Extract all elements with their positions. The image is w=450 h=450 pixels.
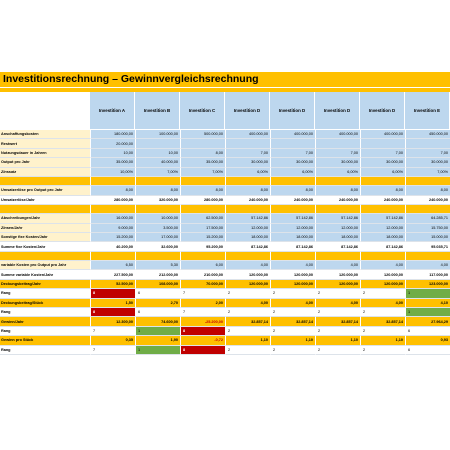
rank-cell[interactable]: 8	[90, 289, 135, 298]
value-cell[interactable]: 8,00	[180, 186, 225, 195]
value-cell[interactable]: 12.300,00	[90, 317, 135, 327]
value-cell[interactable]	[135, 252, 180, 261]
value-cell[interactable]: 120.000,00	[315, 280, 360, 290]
value-cell[interactable]: -25.200,00	[180, 317, 225, 327]
value-cell[interactable]	[180, 139, 225, 148]
value-cell[interactable]: 500.000,00	[180, 130, 225, 139]
value-cell[interactable]: 12.000,00	[270, 224, 315, 233]
rank-cell[interactable]: 2	[270, 308, 315, 317]
value-cell[interactable]	[360, 205, 405, 214]
table-row	[0, 242, 450, 251]
value-cell[interactable]: 15.750,00	[405, 224, 450, 233]
value-cell[interactable]: 120.000,00	[360, 270, 405, 279]
value-cell[interactable]: 7,00	[360, 149, 405, 158]
rank-cell[interactable]: 8	[90, 308, 135, 317]
row-label[interactable]: Deckungsbeitrag/Jahr	[0, 280, 90, 290]
column-header[interactable]: Investition D	[270, 92, 315, 129]
value-cell[interactable]: 57.142,86	[270, 214, 315, 223]
value-cell[interactable]: 1,10	[315, 336, 360, 346]
value-cell[interactable]: 17.000,00	[135, 233, 180, 242]
rank-cell[interactable]: 6	[405, 346, 450, 355]
value-cell[interactable]: 240.000,00	[315, 196, 360, 205]
rank-cell[interactable]: 7	[90, 327, 135, 336]
value-cell[interactable]: 400.000,00	[360, 130, 405, 139]
rank-cell[interactable]: 2	[225, 289, 270, 298]
value-cell[interactable]	[405, 252, 450, 261]
value-cell[interactable]: 12.000,00	[225, 224, 270, 233]
rank-row	[0, 346, 450, 355]
row-label[interactable]: Zinsen/Jahr	[0, 224, 90, 233]
value-cell[interactable]: 10,00	[90, 149, 135, 158]
row-label[interactable]: variable Kosten pro Output pro Jahr	[0, 261, 90, 270]
separator-band	[0, 177, 450, 186]
value-cell[interactable]: 7,00	[405, 149, 450, 158]
column-header-row	[0, 92, 450, 129]
value-cell[interactable]: 1,50	[90, 299, 135, 309]
table-row	[0, 186, 450, 195]
value-cell[interactable]: 12.000,00	[315, 224, 360, 233]
column-header[interactable]: Investition A	[90, 92, 135, 129]
value-cell[interactable]: 18.000,00	[315, 233, 360, 242]
rank-cell[interactable]: 8	[180, 346, 225, 355]
value-cell[interactable]: 16.000,00	[90, 214, 135, 223]
value-cell[interactable]: 4,00	[315, 261, 360, 270]
rank-cell[interactable]: 2	[360, 308, 405, 317]
value-cell[interactable]: 57.142,86	[225, 214, 270, 223]
table-row	[0, 336, 450, 346]
value-cell[interactable]: 1,10	[360, 336, 405, 346]
value-cell[interactable]: 4,00	[270, 261, 315, 270]
row-label[interactable]	[0, 205, 90, 214]
value-cell[interactable]: 7,00%	[405, 168, 450, 177]
rank-cell[interactable]: 2	[315, 308, 360, 317]
value-cell[interactable]: 180.000,00	[90, 130, 135, 139]
value-cell[interactable]: 7,00	[225, 149, 270, 158]
value-cell[interactable]: 280.000,00	[180, 196, 225, 205]
value-cell[interactable]: 227.500,00	[90, 270, 135, 279]
separator-band	[0, 252, 450, 261]
column-header[interactable]: Investition B	[135, 92, 180, 129]
row-label[interactable]: Rang	[0, 346, 90, 355]
value-cell[interactable]: 1,10	[270, 336, 315, 346]
table-row	[0, 233, 450, 242]
value-cell[interactable]: 4,00	[270, 299, 315, 309]
value-cell[interactable]: 4,00	[405, 261, 450, 270]
rank-row	[0, 308, 450, 317]
value-cell[interactable]: 4,00	[360, 299, 405, 309]
value-cell[interactable]: 2,00	[180, 299, 225, 309]
table-row	[0, 158, 450, 167]
value-cell[interactable]	[270, 205, 315, 214]
rank-cell[interactable]: 2	[225, 327, 270, 336]
rank-cell[interactable]: 2	[360, 289, 405, 298]
value-cell[interactable]: 280.000,00	[90, 196, 135, 205]
rank-cell[interactable]: 6	[405, 327, 450, 336]
header-corner	[0, 92, 90, 129]
value-cell[interactable]: 15.200,00	[180, 233, 225, 242]
value-cell[interactable]: 1,10	[225, 336, 270, 346]
value-cell[interactable]: -0,72	[180, 336, 225, 346]
rank-cell[interactable]: 2	[315, 327, 360, 336]
value-cell[interactable]	[90, 205, 135, 214]
row-label[interactable]: Umsatzerlöse/Jahr	[0, 196, 90, 205]
rank-cell[interactable]: 1	[135, 327, 180, 336]
row-label[interactable]	[0, 177, 90, 186]
value-cell[interactable]: 40.200,00	[90, 242, 135, 251]
value-cell[interactable]: 120.000,00	[225, 280, 270, 290]
row-label[interactable]: Output pro Jahr	[0, 158, 90, 167]
value-cell[interactable]	[405, 205, 450, 214]
value-cell[interactable]	[360, 139, 405, 148]
value-cell[interactable]: 57.142,86	[315, 214, 360, 223]
value-cell[interactable]: 17.500,00	[180, 224, 225, 233]
value-cell[interactable]: 450.000,00	[405, 130, 450, 139]
value-cell[interactable]: 7,00%	[180, 168, 225, 177]
rank-cell[interactable]: 2	[315, 346, 360, 355]
value-cell[interactable]: 6,50	[90, 261, 135, 270]
value-cell[interactable]: 10,00	[135, 149, 180, 158]
row-label[interactable]: Restwert	[0, 139, 90, 148]
value-cell[interactable]: 95.035,71	[405, 242, 450, 251]
value-cell[interactable]: 87.142,86	[270, 242, 315, 251]
value-cell[interactable]: 4,00	[315, 299, 360, 309]
value-cell[interactable]: 15.000,00	[405, 233, 450, 242]
value-cell[interactable]: 35.000,00	[180, 158, 225, 167]
value-cell[interactable]: 240.000,00	[405, 196, 450, 205]
table-row	[0, 280, 450, 290]
value-cell[interactable]: 8,00	[180, 149, 225, 158]
rank-cell[interactable]: 7	[90, 346, 135, 355]
column-header[interactable]: Investition D	[225, 92, 270, 129]
value-cell[interactable]: 400.000,00	[315, 130, 360, 139]
value-cell[interactable]: 6,00%	[360, 168, 405, 177]
table-row	[0, 168, 450, 177]
value-cell[interactable]: 0,93	[405, 336, 450, 346]
value-cell[interactable]: 30.000,00	[405, 158, 450, 167]
table-row	[0, 130, 450, 139]
row-label[interactable]: Rang	[0, 327, 90, 336]
column-header[interactable]: Investition D	[360, 92, 405, 129]
value-cell[interactable]: 57.142,86	[360, 214, 405, 223]
value-cell[interactable]: 87.142,86	[225, 242, 270, 251]
value-cell[interactable]: 12.000,00	[360, 224, 405, 233]
value-cell[interactable]: 8,00	[225, 186, 270, 195]
value-cell[interactable]: 4,00	[360, 261, 405, 270]
value-cell[interactable]: 9.000,00	[90, 224, 135, 233]
value-cell[interactable]: 30.000,00	[315, 158, 360, 167]
row-label[interactable]: Anschaffungskosten	[0, 130, 90, 139]
value-cell[interactable]: 18.000,00	[225, 233, 270, 242]
row-label[interactable]: Abschreibungen/Jahr	[0, 214, 90, 223]
value-cell[interactable]: 120.000,00	[270, 280, 315, 290]
value-cell[interactable]: 18.000,00	[270, 233, 315, 242]
value-cell[interactable]	[405, 177, 450, 186]
value-cell[interactable]	[135, 177, 180, 186]
value-cell[interactable]: 400.000,00	[225, 130, 270, 139]
spreadsheet	[0, 72, 450, 382]
rank-cell[interactable]: 6	[135, 289, 180, 298]
value-cell[interactable]: 240.000,00	[270, 196, 315, 205]
value-cell[interactable]: 4,10	[405, 299, 450, 309]
value-cell[interactable]: 0,35	[90, 336, 135, 346]
value-cell[interactable]: 100.000,00	[135, 130, 180, 139]
value-cell[interactable]: 52.500,00	[90, 280, 135, 290]
table-row	[0, 261, 450, 270]
sheet-title: Investitionsrechnung – Gewinnvergleichsrechnung	[0, 72, 450, 87]
rank-cell[interactable]: 2	[360, 327, 405, 336]
value-cell[interactable]: 7,00	[315, 149, 360, 158]
value-cell[interactable]: 117.000,00	[405, 270, 450, 279]
rank-row	[0, 289, 450, 298]
value-cell[interactable]: 30.000,00	[270, 158, 315, 167]
value-cell[interactable]: 32.857,14	[360, 317, 405, 327]
value-cell[interactable]	[270, 177, 315, 186]
value-cell[interactable]: 400.000,00	[270, 130, 315, 139]
value-cell[interactable]: 95.200,00	[180, 242, 225, 251]
table-row	[0, 196, 450, 205]
value-cell[interactable]	[225, 252, 270, 261]
rank-cell[interactable]: 2	[225, 346, 270, 355]
value-cell[interactable]: 8,00	[405, 186, 450, 195]
rank-cell[interactable]: 6	[135, 308, 180, 317]
value-cell[interactable]: 8,00	[360, 186, 405, 195]
row-label[interactable]: Summe variable Kosten/Jahr	[0, 270, 90, 279]
value-cell[interactable]: 6,00%	[315, 168, 360, 177]
value-cell[interactable]	[225, 205, 270, 214]
value-cell[interactable]	[135, 139, 180, 148]
rank-cell[interactable]: 2	[270, 346, 315, 355]
value-cell[interactable]: 8,00	[90, 186, 135, 195]
rank-cell[interactable]: 2	[225, 308, 270, 317]
value-cell[interactable]: 6,00%	[270, 168, 315, 177]
value-cell[interactable]	[135, 205, 180, 214]
value-cell[interactable]	[225, 139, 270, 148]
column-header[interactable]: Investition C	[180, 92, 225, 129]
value-cell[interactable]: 27.964,29	[405, 317, 450, 327]
row-label[interactable]: Sonstige fixe Kosten/Jahr	[0, 233, 90, 242]
value-cell[interactable]	[315, 177, 360, 186]
rank-cell[interactable]: 2	[315, 289, 360, 298]
column-header[interactable]: Investition E	[405, 92, 450, 129]
rank-cell[interactable]: 8	[180, 327, 225, 336]
value-cell[interactable]: 64.285,71	[405, 214, 450, 223]
value-cell[interactable]	[90, 252, 135, 261]
value-cell[interactable]	[315, 205, 360, 214]
value-cell[interactable]: 240.000,00	[360, 196, 405, 205]
table-row	[0, 270, 450, 279]
value-cell[interactable]: 20.000,00	[90, 139, 135, 148]
value-cell[interactable]: 1,90	[135, 336, 180, 346]
value-cell[interactable]	[90, 177, 135, 186]
value-cell[interactable]: 212.000,00	[135, 270, 180, 279]
value-cell[interactable]: 120.000,00	[360, 280, 405, 290]
value-cell[interactable]: 4,00	[225, 261, 270, 270]
value-cell[interactable]: 15.200,00	[90, 233, 135, 242]
value-cell[interactable]: 35.000,00	[90, 158, 135, 167]
row-label[interactable]: Deckungsbeitrag/Stück	[0, 299, 90, 309]
value-cell[interactable]: 32.857,14	[315, 317, 360, 327]
rank-cell[interactable]: 1	[135, 346, 180, 355]
value-cell[interactable]: 8,00	[315, 186, 360, 195]
value-cell[interactable]: 6,00	[180, 261, 225, 270]
row-label[interactable]: Summe fixe Kosten/Jahr	[0, 242, 90, 251]
value-cell[interactable]	[315, 139, 360, 148]
value-cell[interactable]: 3.500,00	[135, 224, 180, 233]
value-cell[interactable]: 240.000,00	[225, 196, 270, 205]
value-cell[interactable]: 40.000,00	[135, 158, 180, 167]
value-cell[interactable]: 120.000,00	[270, 270, 315, 279]
row-label[interactable]: Gewinn pro Stück	[0, 336, 90, 346]
value-cell[interactable]: 74.600,00	[135, 317, 180, 327]
table-row	[0, 214, 450, 223]
value-cell[interactable]	[180, 177, 225, 186]
rank-cell[interactable]: 7	[180, 289, 225, 298]
row-label[interactable]	[0, 252, 90, 261]
value-cell[interactable]	[270, 252, 315, 261]
separator-band	[0, 205, 450, 214]
row-label[interactable]: Umsatzerlöse pro Output pro Jahr	[0, 186, 90, 195]
value-cell[interactable]: 87.142,86	[315, 242, 360, 251]
value-cell[interactable]: 30.000,00	[225, 158, 270, 167]
table-row	[0, 299, 450, 309]
rank-cell[interactable]: 1	[405, 308, 450, 317]
rank-row	[0, 327, 450, 336]
value-cell[interactable]: 6,00%	[225, 168, 270, 177]
value-cell[interactable]: 4,00	[225, 299, 270, 309]
value-cell[interactable]: 32.600,00	[135, 242, 180, 251]
value-cell[interactable]: 8,00	[135, 186, 180, 195]
table-row	[0, 224, 450, 233]
rank-cell[interactable]: 2	[360, 346, 405, 355]
value-cell[interactable]	[315, 252, 360, 261]
value-cell[interactable]	[405, 139, 450, 148]
value-cell[interactable]: 10,00%	[90, 168, 135, 177]
value-cell[interactable]	[270, 139, 315, 148]
value-cell[interactable]: 10.000,00	[135, 214, 180, 223]
value-cell[interactable]: 7,00%	[135, 168, 180, 177]
value-cell[interactable]: 5,30	[135, 261, 180, 270]
value-cell[interactable]: 320.000,00	[135, 196, 180, 205]
value-cell[interactable]: 32.857,14	[225, 317, 270, 327]
rank-cell[interactable]: 1	[405, 289, 450, 298]
value-cell[interactable]: 70.000,00	[180, 280, 225, 290]
rank-cell[interactable]: 2	[270, 327, 315, 336]
table-row	[0, 149, 450, 158]
row-label[interactable]: Zinssatz	[0, 168, 90, 177]
value-cell[interactable]	[180, 252, 225, 261]
value-cell[interactable]: 32.857,14	[270, 317, 315, 327]
value-cell[interactable]: 123.000,00	[405, 280, 450, 290]
rank-cell[interactable]: 2	[270, 289, 315, 298]
value-cell[interactable]: 7,00	[270, 149, 315, 158]
column-header[interactable]: Investition D	[315, 92, 360, 129]
value-cell[interactable]: 210.000,00	[180, 270, 225, 279]
row-label[interactable]: Rang	[0, 289, 90, 298]
value-cell[interactable]: 8,00	[270, 186, 315, 195]
value-cell[interactable]: 120.000,00	[225, 270, 270, 279]
value-cell[interactable]: 62.500,00	[180, 214, 225, 223]
rank-cell[interactable]: 7	[180, 308, 225, 317]
value-cell[interactable]: 120.000,00	[315, 270, 360, 279]
value-cell[interactable]: 30.000,00	[360, 158, 405, 167]
value-cell[interactable]: 108.000,00	[135, 280, 180, 290]
table-row	[0, 139, 450, 148]
value-cell[interactable]: 2,70	[135, 299, 180, 309]
value-cell[interactable]	[225, 177, 270, 186]
value-cell[interactable]: 18.000,00	[360, 233, 405, 242]
value-cell[interactable]: 87.142,86	[360, 242, 405, 251]
value-cell[interactable]	[360, 252, 405, 261]
row-label[interactable]: Nutzungsdauer in Jahren	[0, 149, 90, 158]
row-label[interactable]: Gewinn/Jahr	[0, 317, 90, 327]
value-cell[interactable]	[180, 205, 225, 214]
value-cell[interactable]	[360, 177, 405, 186]
table-row	[0, 317, 450, 327]
row-label[interactable]: Rang	[0, 308, 90, 317]
